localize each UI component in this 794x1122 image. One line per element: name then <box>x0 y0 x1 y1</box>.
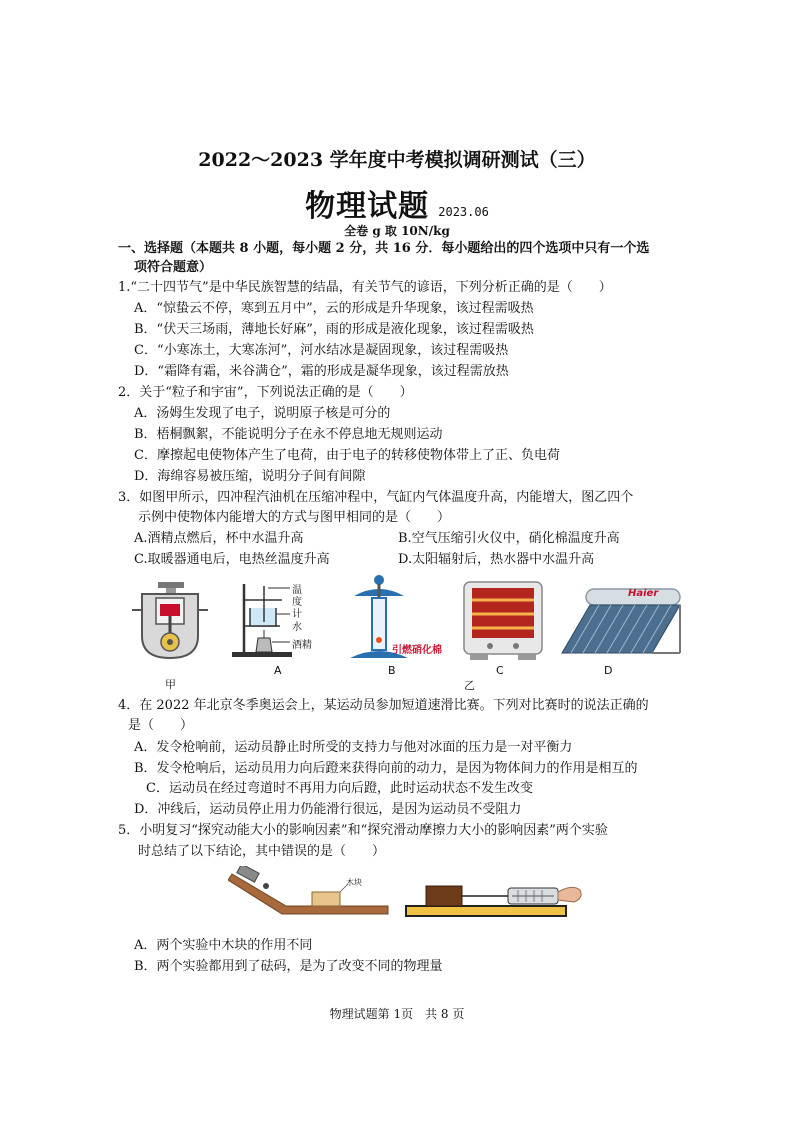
q4-option-b: B．发令枪响后，运动员用力向后蹬来获得向前的动力，是因为物体间力的作用是相互的 <box>134 761 638 776</box>
figure-a-alcohol-lamp <box>228 578 332 662</box>
figure-a-thermometer-label-3: 计 <box>292 609 302 620</box>
q1-option-a: A．“惊蛰云不停，寒到五月中”，云的形成是升华现象，该过程需吸热 <box>134 301 534 316</box>
section-heading-line1: 一、选择题（本题共 8 小题，每小题 2 分，共 16 分．每小题给出的四个选项中只有一个选 <box>118 241 650 256</box>
q2-option-c: C．摩擦起电使物体产生了电荷，由于电子的转移使物体带上了正、负电荷 <box>134 448 560 463</box>
q1-option-c: C．“小寒冻土，大寒冻河”，河水结冰是凝固现象，该过程需吸热 <box>134 343 509 358</box>
figure-b-ignite-label: 引燃硝化棉 <box>392 645 442 656</box>
q1-stem: 1.“二十四节气”是中华民族智慧的结晶，有关节气的谚语，下列分析正确的是（ ） <box>118 280 612 295</box>
figure-yi-label: 乙 <box>464 679 475 692</box>
gravity-note: 全卷 g 取 10N/kg <box>344 224 450 238</box>
subject-title-line <box>0 181 794 225</box>
figure-c-heater <box>460 578 546 666</box>
figure-d-solar-heater <box>556 585 686 661</box>
q4-stem-line2: 是（ ） <box>128 718 194 733</box>
figure-d-brand-logo: Haier <box>628 588 659 599</box>
q3-option-a: A.酒精点燃后，杯中水温升高 <box>134 531 304 546</box>
page-footer: 物理试题第 1页 共 8 页 <box>329 1007 465 1021</box>
q2-stem: 2．关于“粒子和宇宙”，下列说法正确的是（ ） <box>118 385 413 400</box>
figure-q5-ramp <box>228 866 394 922</box>
q1-option-b: B．“伏天三场雨，薄地长好麻”，雨的形成是液化现象，该过程需吸热 <box>134 322 534 337</box>
q3-stem-line2: 示例中使物体内能增大的方式与图甲相同的是（ ） <box>138 510 451 525</box>
q3-option-d: D.太阳辐射后，热水器中水温升高 <box>398 552 595 567</box>
figure-jia-label: 甲 <box>165 678 176 691</box>
q5-stem-line1: 5．小明复习“探究动能大小的影响因素”和“探究滑动摩擦力大小的影响因素”两个实验 <box>118 823 608 838</box>
q3-stem-line1: 3．如图甲所示，四冲程汽油机在压缩冲程中，气缸内气体温度升高，内能增大，图乙四个 <box>118 490 634 505</box>
q5-stem-line2: 时总结了以下结论，其中错误的是（ ） <box>138 844 386 859</box>
q4-option-a: A．发令枪响前，运动员静止时所受的支持力与他对冰面的压力是一对平衡力 <box>134 740 573 755</box>
figure-c-label: C <box>496 664 504 677</box>
figure-a-alcohol-label: 酒精 <box>292 640 312 651</box>
figure-a-label: A <box>274 664 282 677</box>
figure-a-thermometer-label-2: 度 <box>292 597 302 608</box>
q5-option-b: B．两个实验都用到了砝码，是为了改变不同的物理量 <box>134 959 443 974</box>
q4-option-d: D．冲线后，运动员停止用力仍能滑行很远，是因为运动员不受阻力 <box>134 802 522 817</box>
exam-date: 2023.06 <box>438 205 489 219</box>
figure-a-thermometer-label-1: 温 <box>292 585 302 596</box>
q5-option-a: A．两个实验中木块的作用不同 <box>134 938 313 953</box>
q4-stem-line1: 4．在 2022 年北京冬季奥运会上，某运动员参加短道速滑比赛。下列对比赛时的说法正确的 <box>118 698 649 713</box>
q2-option-b: B．梧桐飘絮，不能说明分子在永不停息地无规则运动 <box>134 427 443 442</box>
figure-d-label: D <box>604 664 613 677</box>
q3-option-b: B.空气压缩引火仪中，硝化棉温度升高 <box>398 531 620 546</box>
exam-title: 2022～2023 学年度中考模拟调研测试（三） <box>198 149 596 171</box>
subject-title: 物理试题 <box>305 189 430 224</box>
q4-option-c: C．运动员在经过弯道时不再用力向后蹬，此时运动状态不发生改变 <box>146 781 533 796</box>
figure-jia-engine <box>128 580 212 664</box>
q2-option-d: D．海绵容易被压缩，说明分子间有间隙 <box>134 469 366 484</box>
q1-option-d: D．“霜降有霜，米谷满仓”，霜的形成是凝华现象，该过程需放热 <box>134 364 509 379</box>
section-heading-line2: 项符合题意） <box>134 260 213 275</box>
q3-option-c: C.取暖器通电后，电热丝温度升高 <box>134 552 330 567</box>
figure-b-label: B <box>388 664 396 677</box>
figure-a-water-label: 水 <box>292 622 302 633</box>
q2-option-a: A．汤姆生发现了电子，说明原子核是可分的 <box>134 406 391 421</box>
figure-q5-block-label: 木块 <box>346 878 362 887</box>
figure-q5-friction <box>404 874 586 920</box>
